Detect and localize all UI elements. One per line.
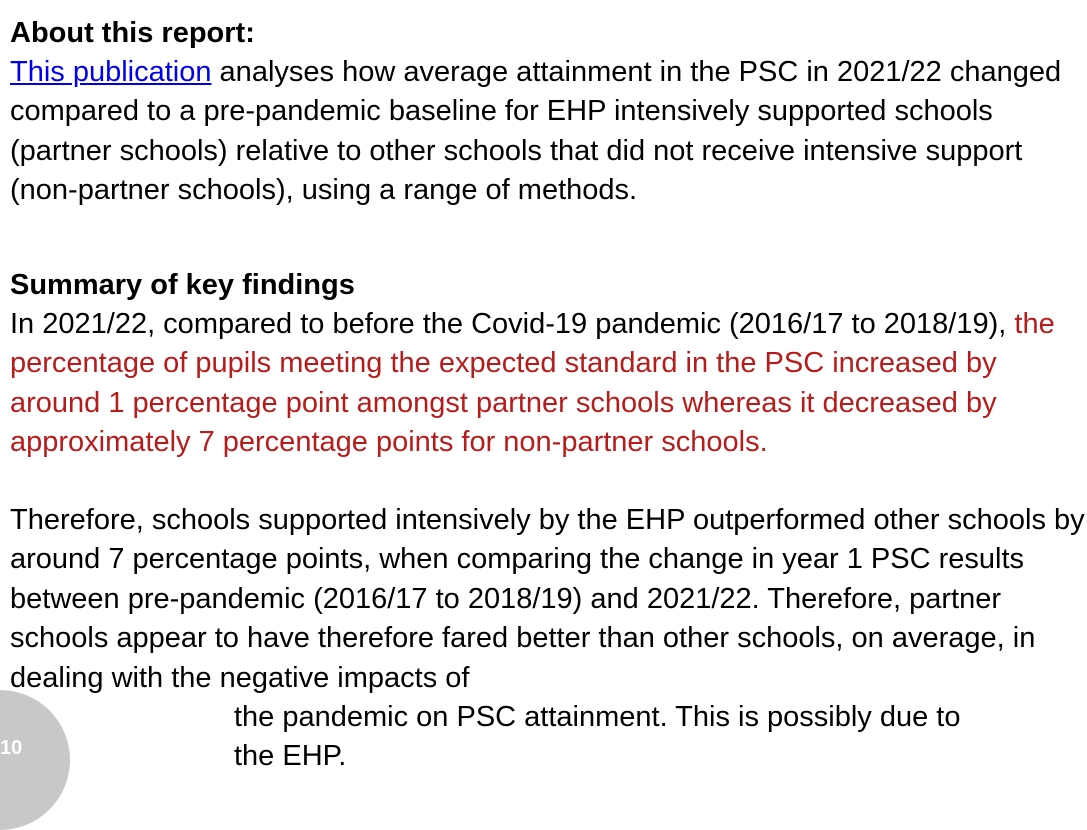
summary-paragraph-2: Therefore, schools supported intensively by the EHP outperformed other schools by around 7 percentage points, when comparing the change in year 1 PSC results between pre-pandemic (2016/17 to 2018/19) and 2021/22. Therefore, partner schools appear to have therefore fared better than other schools, on average, in dealing with the negative impacts of [10, 504, 1085, 694]
summary-heading: Summary of key findings [10, 269, 355, 301]
publication-link[interactable]: This publication [10, 56, 212, 88]
about-heading: About this report: [10, 17, 255, 49]
about-body: analyses how average attainment in the PSC in 2021/22 changed compared to a pre-pandemic baseline for EHP intensively supported schools (partner schools) relative to other schools that did not receive intensive support (non-partner schools), using a range of methods. [10, 56, 1062, 207]
about-paragraph [10, 53, 1085, 211]
summary-paragraph-1 [10, 305, 1085, 463]
summary-p1-highlight: the percentage of pupils meeting the expected standard in the PSC increased by around 1 percentage point amongst partner schools whereas it decreased by approximately 7 percentage points for non-partner schools. [10, 308, 1055, 459]
page-number: 10 [0, 737, 23, 759]
summary-paragraph-2-tail-1: the pandemic on PSC attainment. This is possibly due to [234, 701, 961, 733]
page-number-badge [0, 690, 70, 830]
summary-p1-start: In 2021/22, compared to before the Covid-19 pandemic (2016/17 to 2018/19), [10, 308, 1015, 340]
summary-paragraph-2-tail-2: the EHP. [234, 740, 347, 772]
